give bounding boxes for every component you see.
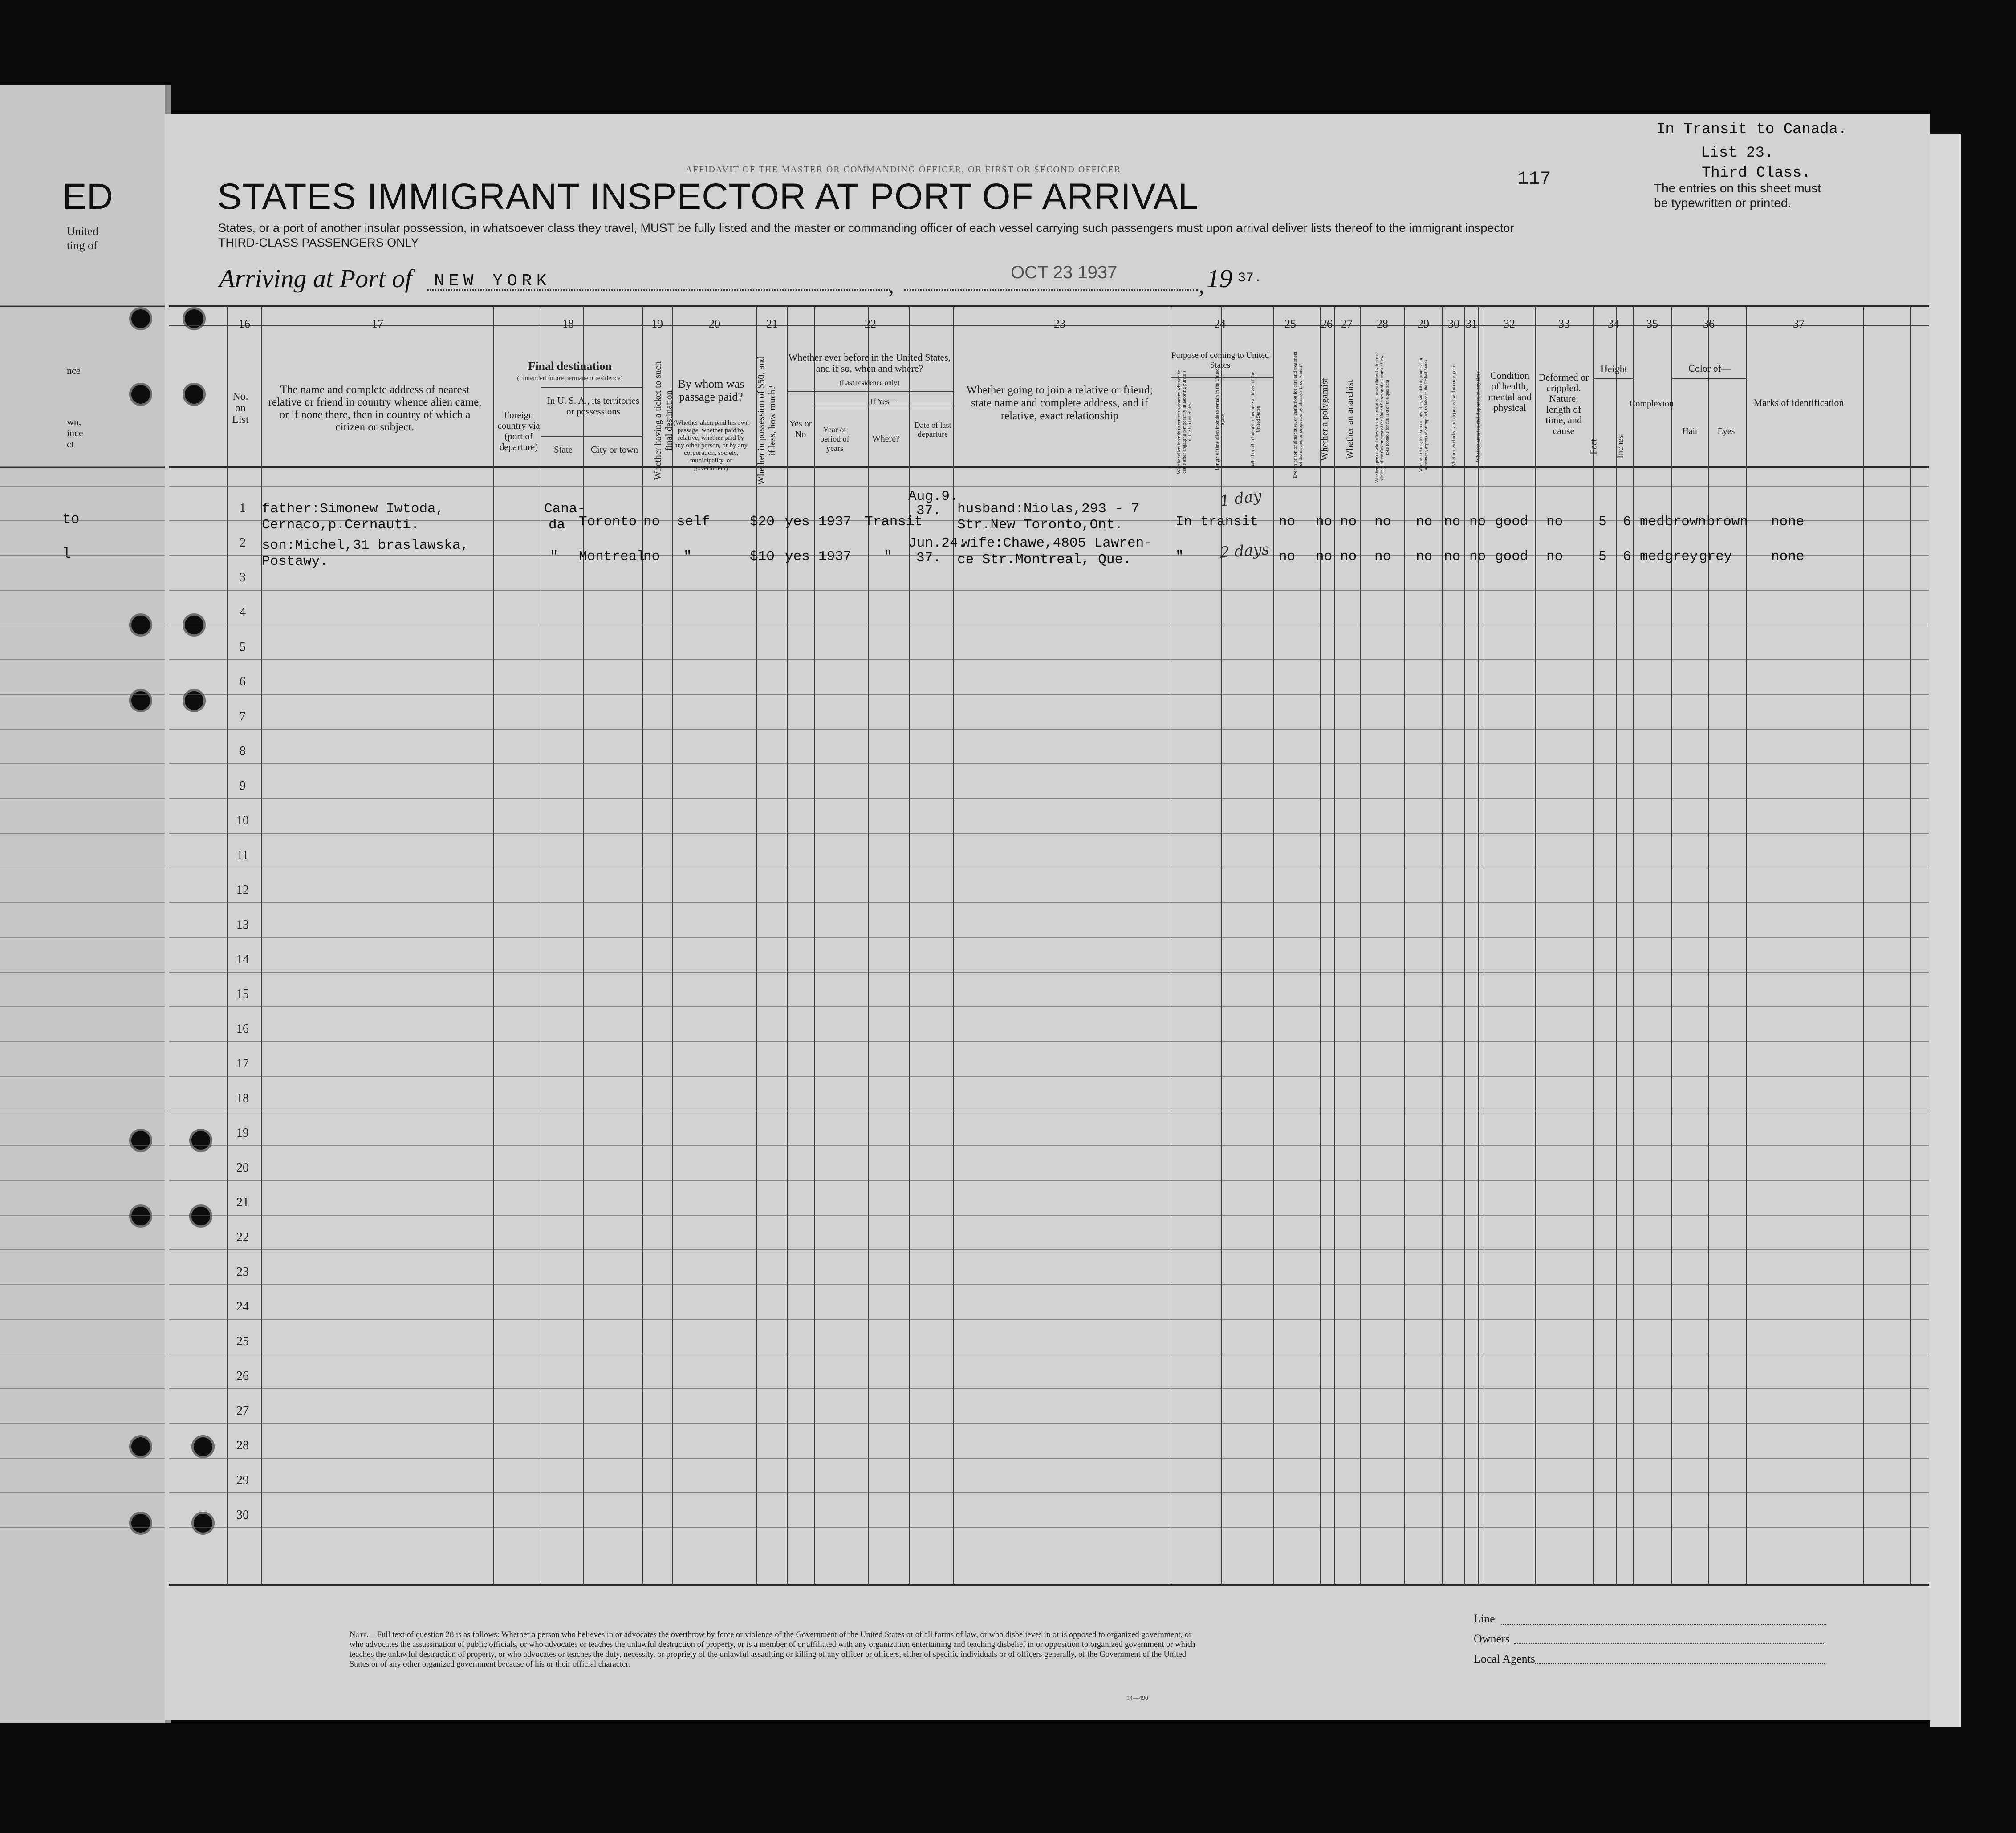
header-where: Where?	[872, 434, 900, 444]
left-fragment-line: ting of	[67, 239, 98, 252]
column-number: 18	[562, 317, 574, 330]
been-before: yes	[785, 549, 810, 564]
anarchist: no	[1340, 514, 1357, 530]
left-fragment-row-text: l	[62, 546, 71, 562]
list-number: List 23.	[1701, 145, 1774, 162]
header-purpose-citizen: Whether alien intends to become a citizen of the United States	[1250, 372, 1261, 467]
departure-line-1: Aug.9.	[908, 489, 958, 504]
header-excluded: Whether excluded and deported within one year	[1450, 365, 1457, 468]
sheet-number: 117	[1517, 168, 1551, 190]
row-number: 27	[236, 1404, 249, 1418]
hair-color: brown	[1665, 514, 1707, 530]
eye-color: brown	[1707, 514, 1748, 530]
form-number: 14—490	[1126, 1695, 1148, 1702]
header-nearest-relative: The name and complete address of nearest relative or friend in country whence alien came, or if none there, then in country of which a citizen or subject.	[268, 384, 482, 433]
column-number: 16	[239, 317, 250, 330]
arriving-label: Arriving at Port of	[219, 264, 412, 293]
row-number: 14	[236, 953, 249, 966]
left-fragment-col-label: ct	[67, 438, 74, 450]
relative-line-1: father:Simonew Iwtoda,	[262, 501, 444, 517]
header-purpose-length: Length of time alien intends to remain in the United States	[1215, 368, 1225, 470]
header-prison: Ever in prison or almshouse, or institution for care and treatment of the insane, or supported by charity? If so, which?	[1293, 351, 1303, 479]
row-number: 17	[236, 1057, 249, 1071]
been-before: yes	[785, 514, 810, 530]
row-number: 4	[240, 605, 246, 619]
header-hair: Hair	[1682, 426, 1698, 436]
marks: none	[1771, 549, 1805, 564]
city: Toronto	[579, 514, 637, 530]
row-number: 7	[240, 710, 246, 723]
labor-offer: no	[1416, 549, 1433, 564]
row-number: 20	[236, 1161, 249, 1175]
header-join-relative: Whether going to join a relative or friend; state name and complete address, and if relative, exact relationship	[966, 384, 1153, 422]
column-number: 17	[372, 317, 383, 330]
column-number: 28	[1377, 317, 1388, 330]
header-final-destination: Final destination	[528, 360, 612, 373]
height-inches: 6	[1623, 549, 1631, 564]
ticket: no	[643, 549, 660, 564]
column-number: 24	[1214, 317, 1226, 330]
relative-line-2: Postawy.	[262, 554, 328, 569]
row-number: 9	[240, 779, 246, 793]
year-prefix: 19	[1207, 264, 1232, 293]
port-comma: ,	[888, 273, 894, 298]
date-comma: ,	[1199, 273, 1204, 298]
passenger-class: Third Class.	[1702, 165, 1811, 182]
header-purpose: Purpose of coming to United States	[1171, 351, 1269, 370]
line-field	[1501, 1624, 1826, 1625]
left-fragment-line: United	[67, 225, 98, 238]
row-number: 3	[240, 571, 246, 584]
column-number: 29	[1418, 317, 1429, 330]
column-number: 27	[1341, 317, 1353, 330]
row-number: 12	[236, 883, 249, 897]
header-ticket: Whether having a ticket to such final destination	[652, 361, 674, 480]
row-number: 23	[236, 1265, 249, 1279]
hair-color: grey	[1665, 549, 1698, 564]
height-feet: 5	[1598, 514, 1607, 530]
header-overthrow: Whether a person who believes in or advocates the overthrow by force or violence of the Government of the United States or of all forms of law. (See footnote for full text of this question)	[1374, 352, 1390, 483]
header-in-usa: In U. S. A., its territories or possessions	[547, 395, 640, 417]
entry-note-2: be typewritten or printed.	[1654, 196, 1792, 210]
excluded: no	[1444, 549, 1461, 564]
footnote-text: —Full text of question 28 is as follows: Whether a person who believes in or advocates the overthrow by force or violence of the Government of the United States or of all forms of law, or who disbelieves in or is opposed to organized government, or who advocates the assassination of public officials, or who advocates or teaches the unlawful destruction of property, or is a member of or affiliated with any organization entertaining and teaching disbelief in or opposition to organized government or which teaches the unlawful destruction of property, or who advocates or teaches the duty, necessity, or propriety of the unlawful assaulting or killing of any officer or officers, either of specific individuals or of officers generally, of the Government of the United States or of any other organized government because of his or their official character.	[350, 1630, 1195, 1669]
year: 1937	[818, 514, 852, 530]
relative-line-1: son:Michel,31 braslawska,	[262, 538, 469, 553]
state-line-2: da	[549, 517, 565, 533]
column-number: 22	[865, 317, 876, 330]
length-of-stay: 2 days	[1219, 540, 1270, 562]
row-number: 25	[236, 1334, 249, 1348]
deformed: no	[1546, 514, 1563, 530]
header-marks: Marks of identification	[1753, 397, 1844, 408]
header-anarchist: Whether an anarchist	[1344, 380, 1355, 459]
column-number: 31	[1466, 317, 1477, 330]
polygamist: no	[1316, 549, 1333, 564]
row-number: 30	[236, 1508, 249, 1522]
column-number: 37	[1793, 317, 1805, 330]
state-line-1: Cana-	[544, 501, 586, 517]
complexion: med	[1640, 514, 1665, 530]
header-passage-paid-sub: (Whether alien paid his own passage, whether paid by relative, whether paid by any other person, or by any corporation, society, municipality, or government)	[673, 419, 749, 472]
eye-color: grey	[1699, 549, 1732, 564]
row-number: 19	[236, 1126, 249, 1140]
page-title: STATES IMMIGRANT INSPECTOR AT PORT OF ARRIVAL	[217, 176, 1199, 217]
health: good	[1495, 514, 1528, 530]
join-line-2: Str.New Toronto,Ont.	[957, 517, 1123, 533]
owners-field	[1514, 1643, 1825, 1644]
row-number: 16	[236, 1022, 249, 1036]
column-number: 32	[1504, 317, 1515, 330]
header-color: Color of—	[1688, 363, 1731, 374]
money: $10	[750, 549, 775, 564]
column-number: 23	[1054, 317, 1065, 330]
header-passage-paid: By whom was passage paid?	[678, 377, 744, 403]
complexion: med	[1640, 549, 1665, 564]
row-number: 2	[240, 536, 246, 550]
header-eyes: Eyes	[1717, 426, 1735, 436]
excluded: no	[1444, 514, 1461, 530]
header-feet: Feet	[1589, 439, 1599, 454]
subtitle-line-1: States, or a port of another insular possession, in whatsoever class they travel, MUST be fully listed and the master or commanding officer of each vessel carrying such passengers must upon arrival deliver lists thereof to the immigrant inspector	[218, 221, 1514, 235]
header-before-in-us-sub: (Last residence only)	[839, 379, 900, 387]
header-city: City or town	[590, 444, 638, 455]
header-health: Condition of health, mental and physical	[1488, 370, 1532, 413]
ticket: no	[643, 514, 660, 530]
column-number: 34	[1608, 317, 1619, 330]
header-last-departure: Date of last departure	[914, 421, 951, 438]
header-complexion: Complexion	[1630, 399, 1674, 409]
header-before-in-us: Whether ever before in the United States, and if so, when and where?	[788, 352, 951, 374]
where: "	[884, 549, 892, 564]
column-number: 21	[766, 317, 778, 330]
paid-by: self	[677, 514, 710, 530]
header-deported: Whether arrested and deported at any time	[1475, 371, 1481, 462]
year: 1937	[818, 549, 852, 564]
header-foreign-country: Foreign country via (port of departure)	[497, 410, 540, 452]
footnote-label: Note.	[350, 1630, 369, 1639]
where: Transit	[865, 514, 923, 530]
overthrow: no	[1374, 514, 1391, 530]
left-fragment-row-text: to	[62, 511, 80, 527]
length-of-stay: 1 day	[1219, 487, 1263, 511]
marks: none	[1771, 514, 1805, 530]
subtitle-line-2: THIRD-CLASS PASSENGERS ONLY	[218, 236, 419, 249]
money: $20	[750, 514, 775, 530]
local-agents-label: Local Agents	[1474, 1652, 1535, 1665]
row-number: 11	[236, 848, 249, 862]
row-number: 29	[236, 1473, 249, 1487]
local-agents-field	[1535, 1663, 1825, 1664]
row-number: 6	[240, 675, 246, 689]
height-inches: 6	[1623, 514, 1631, 530]
prison: no	[1279, 514, 1296, 530]
labor-offer: no	[1416, 514, 1433, 530]
row-number: 10	[236, 814, 249, 827]
polygamist: no	[1316, 514, 1333, 530]
left-fragment-header: ED	[62, 176, 113, 217]
date-stamp: OCT 23 1937	[1011, 263, 1118, 282]
header-inches: Inches	[1615, 435, 1626, 458]
row-number: 22	[236, 1230, 249, 1244]
left-fragment-col-label: wn,	[67, 416, 81, 427]
column-number: 20	[709, 317, 720, 330]
purpose: In transit	[1175, 514, 1259, 530]
row-number: 15	[236, 987, 249, 1001]
left-fragment-col-label: ince	[67, 427, 83, 438]
column-number: 33	[1558, 317, 1570, 330]
purpose: "	[1175, 549, 1184, 564]
header-money: Whether in possession of $50, and if less, how much?	[756, 356, 777, 485]
header-no-on-list: No. on List	[232, 391, 249, 426]
join-line-2: ce Str.Montreal, Que.	[957, 552, 1131, 568]
column-number: 35	[1646, 317, 1658, 330]
column-number: 30	[1448, 317, 1459, 330]
join-line-1: husband:Niolas,293 - 7	[957, 501, 1140, 517]
owners-label: Owners	[1474, 1632, 1510, 1645]
header-year: Year or period of years	[820, 425, 849, 453]
column-number: 25	[1284, 317, 1296, 330]
header-purpose-return: Whether alien intends to return to country whence he came after engaging temporarily in laboring pursuits in the United States	[1176, 370, 1192, 474]
health: good	[1495, 549, 1528, 564]
overthrow: no	[1374, 549, 1391, 564]
departure-line-1: Jun.24.	[908, 535, 967, 551]
deformed: no	[1546, 549, 1563, 564]
row-number: 18	[236, 1091, 249, 1105]
header-final-destination-sub: (*Intended future permanent residence)	[517, 375, 623, 382]
join-line-1: wife:Chawe,4805 Lawren-	[962, 535, 1152, 551]
header-height: Height	[1601, 363, 1627, 374]
transit-note: In Transit to Canada.	[1656, 121, 1847, 138]
entry-note-1: The entries on this sheet must	[1654, 181, 1821, 195]
header-labor-offer: Whether coming by reason of any offer, solicitation, promise, or agreement, expressed or implied, to labor in the United States	[1419, 357, 1429, 472]
state-line-1: "	[550, 549, 558, 564]
header-polygamist: Whether a polygamist	[1319, 378, 1330, 461]
faint-heading: AFFIDAVIT OF THE MASTER OR COMMANDING OFFICER, OR FIRST OR SECOND OFFICER	[686, 165, 1122, 174]
row-number: 13	[236, 918, 249, 932]
header-if-yes: If Yes—	[870, 397, 897, 406]
prison: no	[1279, 549, 1296, 564]
footnote	[350, 1630, 1204, 1669]
year-suffix: 37.	[1238, 271, 1262, 286]
deported: no	[1469, 549, 1486, 564]
relative-line-2: Cernaco,p.Cernauti.	[262, 517, 419, 533]
header-yes-no: Yes or No	[789, 419, 812, 439]
row-number: 8	[240, 744, 246, 758]
height-feet: 5	[1598, 549, 1607, 564]
departure-line-2: 37.	[916, 503, 941, 519]
port-value: NEW YORK	[434, 272, 551, 291]
row-number: 28	[236, 1439, 249, 1452]
anarchist: no	[1340, 549, 1357, 564]
row-number: 5	[240, 640, 246, 654]
row-number: 21	[236, 1196, 249, 1209]
header-state: State	[554, 444, 573, 455]
row-number: 26	[236, 1369, 249, 1383]
city: Montreal	[579, 549, 645, 564]
column-number: 26	[1321, 317, 1333, 330]
row-number: 1	[240, 501, 246, 515]
deported: no	[1469, 514, 1486, 530]
column-number: 19	[651, 317, 663, 330]
line-label: Line	[1474, 1612, 1495, 1625]
paid-by: "	[683, 549, 692, 564]
column-number: 36	[1703, 317, 1715, 330]
left-fragment-col-label: nce	[67, 365, 81, 376]
row-number: 24	[236, 1300, 249, 1314]
departure-line-2: 37.	[916, 550, 941, 566]
header-deformed: Deformed or crippled. Nature, length of time, and cause	[1538, 372, 1589, 436]
